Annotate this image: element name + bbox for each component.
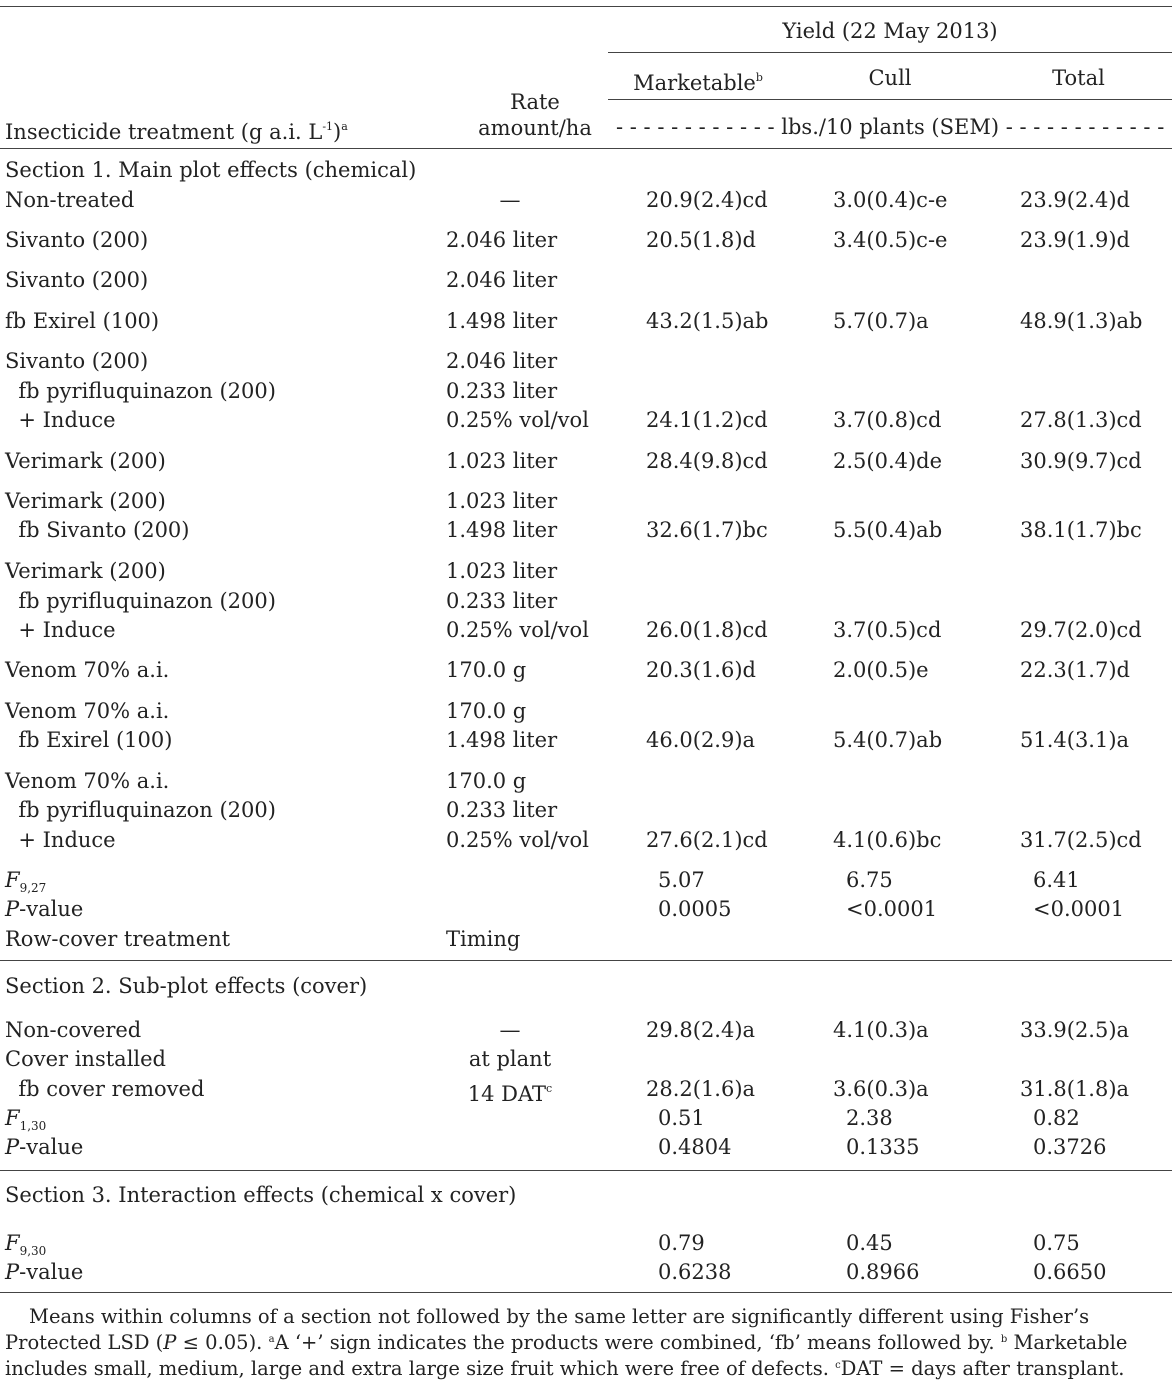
rate-cell: 2.046 liter [446, 349, 558, 373]
treatment-line: fb Exirel (100) [5, 309, 160, 333]
noncovered-label: Non-covered [5, 1018, 142, 1042]
section1-p-total: <0.0001 [1033, 897, 1125, 921]
noncovered-cull: 4.1(0.3)a [833, 1018, 929, 1042]
cull-cell: 2.0(0.5)e [833, 658, 929, 682]
section1-f-marketable: 5.07 [658, 868, 705, 892]
section3-title: Section 3. Interaction effects (chemical x cover) [5, 1183, 517, 1207]
section1-p-marketable: 0.0005 [658, 897, 732, 921]
treatment-line: + Induce [5, 408, 116, 432]
section3-f-total: 0.75 [1033, 1231, 1080, 1255]
cull-cell: 3.0(0.4)c-e [833, 188, 948, 212]
cover-timing-1: at plant [468, 1047, 552, 1071]
rate-cell: 170.0 g [446, 769, 527, 793]
rate-cell: 1.498 liter [446, 309, 558, 333]
section1-f-label: $F_{9,27}$ [5, 868, 47, 895]
rate-cell: 170.0 g [446, 658, 527, 682]
yield-rule [608, 52, 1172, 53]
rate-cell: 1.498 liter [446, 728, 558, 752]
total-cell: 51.4(3.1)a [1020, 728, 1130, 752]
rate-cell: 1.023 liter [446, 449, 558, 473]
section3-f-cull: 0.45 [846, 1231, 893, 1255]
section3-p-cull: 0.8966 [846, 1260, 920, 1284]
section2-f-marketable: 0.51 [658, 1106, 705, 1130]
treatment-header: Insecticide treatment (g a.i. $L^{-1})^a$ [5, 120, 348, 144]
cover-installed-label: Cover installed [5, 1047, 166, 1071]
treatment-line: + Induce [5, 828, 116, 852]
section2-f-label: $F_{1,30}$ [5, 1106, 47, 1133]
rate-cell: 1.498 liter [446, 518, 558, 542]
cover-total: 31.8(1.8)a [1020, 1077, 1130, 1101]
rate-cell: 0.233 liter [446, 589, 558, 613]
total-cell: 23.9(2.4)d [1020, 188, 1130, 212]
treatment-line: fb Exirel (100) [5, 728, 173, 752]
cull-cell: 5.4(0.7)ab [833, 728, 943, 752]
cover-cull: 3.6(0.3)a [833, 1077, 929, 1101]
cull-cell: 3.4(0.5)c-e [833, 228, 948, 252]
treatment-line: fb Sivanto (200) [5, 518, 190, 542]
section2-f-total: 0.82 [1033, 1106, 1080, 1130]
header-bottom-rule [0, 148, 1172, 149]
section1-f-cull: 6.75 [846, 868, 893, 892]
total-cell: 31.7(2.5)cd [1020, 828, 1142, 852]
treatment-line: fb pyrifluquinazon (200) [5, 589, 276, 613]
noncovered-marketable: 29.8(2.4)a [646, 1018, 756, 1042]
rate-cell: 0.233 liter [446, 379, 558, 403]
treatment-line: Venom 70% a.i. [5, 769, 170, 793]
cull-header: Cull [868, 66, 912, 90]
marketable-header: Marketable$^b$ [633, 71, 763, 95]
treatment-line: + Induce [5, 618, 116, 642]
column-rule [608, 99, 1172, 100]
treatment-line: Verimark (200) [5, 449, 166, 473]
section3-f-label: $F_{9,30}$ [5, 1231, 47, 1258]
cull-cell: 3.7(0.8)cd [833, 408, 942, 432]
treatment-line: Sivanto (200) [5, 349, 149, 373]
treatment-line: Verimark (200) [5, 489, 166, 513]
total-cell: 48.9(1.3)ab [1020, 309, 1143, 333]
rate-cell: 1.023 liter [446, 489, 558, 513]
section2-p-marketable: 0.4804 [658, 1135, 732, 1159]
total-header: Total [1052, 66, 1105, 90]
treatment-line: Venom 70% a.i. [5, 699, 170, 723]
section1-title: Section 1. Main plot effects (chemical) [5, 158, 417, 182]
units-label: - - - - - - - - - - - - lbs./10 plants (SEM) - - - - - - - - - - - - [616, 115, 1165, 139]
section3-p-total: 0.6650 [1033, 1260, 1107, 1284]
rate-cell: — [499, 188, 521, 212]
marketable-cell: 20.3(1.6)d [646, 658, 756, 682]
top-rule [0, 6, 1172, 7]
rate-cell: 2.046 liter [446, 228, 558, 252]
total-cell: 29.7(2.0)cd [1020, 618, 1142, 642]
rate-cell: 2.046 liter [446, 268, 558, 292]
rate-cell: 170.0 g [446, 699, 527, 723]
marketable-cell: 27.6(2.1)cd [646, 828, 768, 852]
total-cell: 30.9(9.7)cd [1020, 449, 1142, 473]
rate-cell: 0.25% vol/vol [446, 828, 589, 852]
noncovered-rate: — [499, 1018, 521, 1042]
rate-cell: 0.233 liter [446, 798, 558, 822]
cull-cell: 5.5(0.4)ab [833, 518, 943, 542]
noncovered-total: 33.9(2.5)a [1020, 1018, 1130, 1042]
cull-cell: 3.7(0.5)cd [833, 618, 942, 642]
marketable-cell: 43.2(1.5)ab [646, 309, 769, 333]
section2-p-cull: 0.1335 [846, 1135, 920, 1159]
marketable-cell: 20.5(1.8)d [646, 228, 756, 252]
treatment-line: fb pyrifluquinazon (200) [5, 379, 276, 403]
yield-group-header: Yield (22 May 2013) [782, 19, 998, 43]
section1-p-label: P-value [5, 897, 84, 921]
treatment-line: Venom 70% a.i. [5, 658, 170, 682]
marketable-cell: 32.6(1.7)bc [646, 518, 768, 542]
cull-cell: 2.5(0.4)de [833, 449, 943, 473]
treatment-line: Sivanto (200) [5, 268, 149, 292]
treatment-line: Verimark (200) [5, 559, 166, 583]
section3-p-label: P-value [5, 1260, 84, 1284]
total-cell: 23.9(1.9)d [1020, 228, 1130, 252]
treatment-line: Sivanto (200) [5, 228, 149, 252]
section1-p-cull: <0.0001 [846, 897, 938, 921]
treatment-line: Non-treated [5, 188, 135, 212]
cover-removed-label: fb cover removed [5, 1077, 205, 1101]
section1-f-total: 6.41 [1033, 868, 1080, 892]
timing-label: Timing [446, 927, 521, 951]
total-cell: 38.1(1.7)bc [1020, 518, 1142, 542]
rate-cell: 0.25% vol/vol [446, 618, 589, 642]
marketable-cell: 24.1(1.2)cd [646, 408, 768, 432]
rowcover-label: Row-cover treatment [5, 927, 231, 951]
section2-p-total: 0.3726 [1033, 1135, 1107, 1159]
cover-timing-2: 14 DAT$^c$ [467, 1082, 553, 1106]
total-cell: 22.3(1.7)d [1020, 658, 1130, 682]
marketable-cell: 28.4(9.8)cd [646, 449, 768, 473]
rate-header: Rate amount/ha [478, 90, 592, 140]
marketable-cell: 46.0(2.9)a [646, 728, 756, 752]
cull-cell: 4.1(0.6)bc [833, 828, 942, 852]
total-cell: 27.8(1.3)cd [1020, 408, 1142, 432]
table-footnote: Means within columns of a section not followed by the same letter are significantly different using Fisher’s Protected LSD (P ≤ 0.05). $^a$A ‘+’ sign indicates the products were combined, ‘fb’ means followed by. $^b$ Marketable includes small, medium, large and extra large size fruit which were free of defects. $^c$DAT = days after transplant. [5, 1305, 1128, 1380]
cover-marketable: 28.2(1.6)a [646, 1077, 756, 1101]
section3-p-marketable: 0.6238 [658, 1260, 732, 1284]
section2-title: Section 2. Sub-plot effects (cover) [5, 974, 368, 998]
section2-rule [0, 960, 1172, 961]
section2-f-cull: 2.38 [846, 1106, 893, 1130]
section3-f-marketable: 0.79 [658, 1231, 705, 1255]
cull-cell: 5.7(0.7)a [833, 309, 929, 333]
treatment-line: fb pyrifluquinazon (200) [5, 798, 276, 822]
section2-p-label: P-value [5, 1135, 84, 1159]
marketable-cell: 26.0(1.8)cd [646, 618, 768, 642]
section3-rule [0, 1170, 1172, 1171]
rate-cell: 0.25% vol/vol [446, 408, 589, 432]
bottom-rule [0, 1292, 1172, 1293]
rate-cell: 1.023 liter [446, 559, 558, 583]
marketable-cell: 20.9(2.4)cd [646, 188, 768, 212]
